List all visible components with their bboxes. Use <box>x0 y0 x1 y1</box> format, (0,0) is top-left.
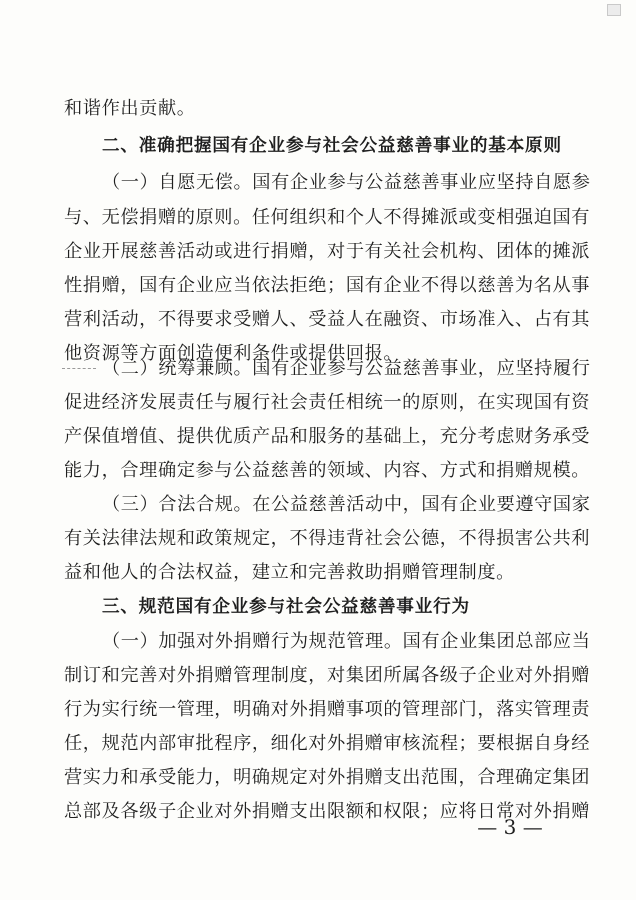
paragraph-line: （一）自愿无偿。国有企业参与公益慈善事业应坚持自愿参 <box>102 172 591 193</box>
paragraph-line: 产保值增值、提供优质产品和服务的基础上，充分考虑财务承受 <box>64 426 591 447</box>
paragraph-line: 和谐作出贡献。 <box>64 98 196 119</box>
paragraph-line: 能力，合理确定参与公益慈善的领域、内容、方式和捐赠规模。 <box>64 460 591 481</box>
paragraph-line: 制订和完善对外捐赠管理制度，对集团所属各级子企业对外捐赠 <box>64 665 591 686</box>
paragraph-line: 益和他人的合法权益，建立和完善救助捐赠管理制度。 <box>64 562 515 583</box>
paragraph-line: 企业开展慈善活动或进行捐赠，对于有关社会机构、团体的摊派 <box>64 241 591 262</box>
paragraph-line: 营实力和承受能力，明确规定对外捐赠支出范围，合理确定集团 <box>64 767 591 788</box>
paragraph-line: 行为实行统一管理，明确对外捐赠事项的管理部门，落实管理责 <box>64 699 591 720</box>
paragraph-line: 与、无偿捐赠的原则。任何组织和个人不得摊派或变相强迫国有 <box>64 207 591 228</box>
section-heading: 二、准确把握国有企业参与社会公益慈善事业的基本原则 <box>102 136 562 156</box>
paragraph-line: 总部及各级子企业对外捐赠支出限额和权限；应将日常对外捐赠 <box>64 801 591 822</box>
paragraph-line: 他资源等方面创造便利条件或提供回报。 <box>64 343 403 364</box>
paragraph-line: （三）合法合规。在公益慈善活动中，国有企业要遵守国家 <box>102 494 591 515</box>
scan-artifact <box>62 368 96 370</box>
paragraph-line: 营利活动，不得要求受赠人、受益人在融资、市场准入、占有其 <box>64 309 591 330</box>
paragraph-line: 性捐赠，国有企业应当依法拒绝；国有企业不得以慈善为名从事 <box>64 275 591 296</box>
paragraph-line: （二）统筹兼顾。国有企业参与公益慈善事业，应坚持履行 <box>102 358 591 379</box>
page-number: — 3 — <box>477 815 543 839</box>
paragraph-line: 任，规范内部审批程序，细化对外捐赠审核流程；要根据自身经 <box>64 733 591 754</box>
section-heading: 三、规范国有企业参与社会公益慈善事业行为 <box>102 597 470 617</box>
paragraph-line: 促进经济发展责任与履行社会责任相统一的原则，在实现国有资 <box>64 392 591 413</box>
scan-corner-mark <box>607 4 621 16</box>
paragraph-line: （一）加强对外捐赠行为规范管理。国有企业集团总部应当 <box>102 631 591 652</box>
paragraph-line: 有关法律法规和政策规定，不得违背社会公德，不得损害公共利 <box>64 528 591 549</box>
